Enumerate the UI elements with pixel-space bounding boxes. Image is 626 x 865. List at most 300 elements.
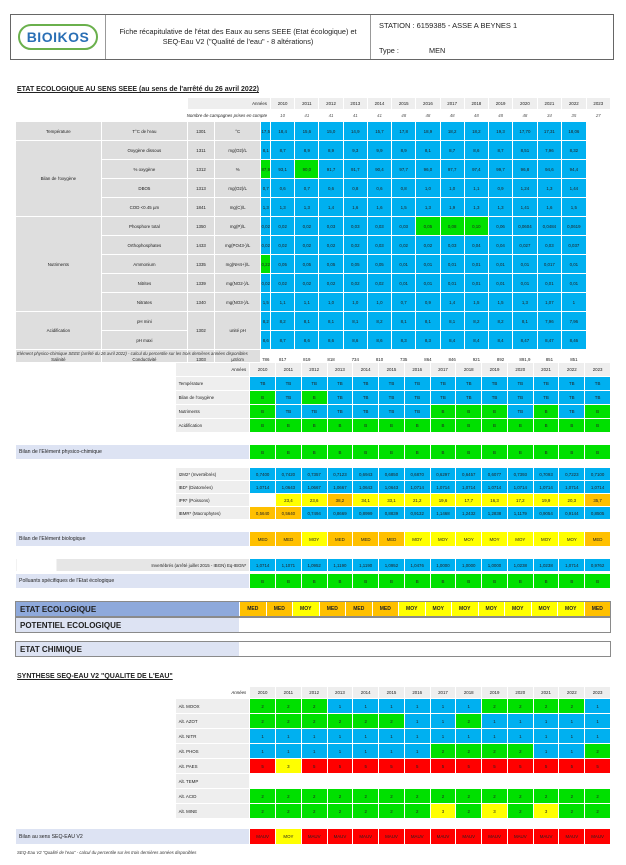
measure-cell: 8,46 — [562, 331, 586, 350]
year-header: 2016 — [416, 98, 440, 110]
measure-cell: 90,4 — [367, 160, 391, 179]
measure-cell: 18,2 — [464, 122, 488, 141]
measure-cell: 8,6 — [367, 331, 391, 350]
measure-cell: 0,03 — [367, 236, 391, 255]
bio-bilan-row: Bilan de l'Elément biologique MED MED MOY MED MED MED MOY MOY MOY MOY MOY MOY MOY MED — [16, 532, 611, 547]
type-value: MEN — [429, 46, 446, 55]
measure-cell: 0,8 — [392, 179, 416, 198]
measure-cell: 0,01 — [392, 255, 416, 274]
measure-cell: 8,1 — [513, 312, 537, 331]
summary-row: Température TB TB TB TB TB TB TB TB TB TB TB TB TB TB — [16, 377, 611, 391]
physico-chemical-table: Années 2010 2011 2012 2013 2014 2015 2016 2017 2018 2019 2020 2021 2022 2023 Nombre de campagnes prises en compte 10 41 41 41 41 48 48 48 48 48 48 34 35 27 Température T°C de l'eau 1301 °C 17,5 18,4 15,6 15,0 14,9 15,7 17,8 18,9 18,2 18,2 19,3 17,70 17,31 18,06 Bilan de l'oxygène Oxygène dissous 1311 mg(O2)/L 8,1 8,7 8,9 8,9 9,3 9,9 8,9 8,1 8,7 8,6 8,7 8,51 7,96 8,32 % oxygène 1312 % 87,9 93,1 90,0 91,7 91,7 90,4 97,7 96,0 97,7 97,4 99,7 96,8 94,6 94,4 DBO5 1313 mg(O2)/L 0,7 0,6 0,7 0,6 0,8 0,6 0,8 1,0 1,0 1,1 0,9 1,24 1,3 1,44 COD <0.45 µm 1841 mg(C)/L 1,3 1,3 1,3 1,4 1,6 1,6 1,5 1,3 1,9 1,3 1,3 1,41 1,6 1,5 Nutriments Phosphore total 1350 mg(P)/L 0,02 0,02 0,02 0,03 0,03 0,03 0,03 0,05 0,08 0,10 0,06 0,0604 0,0484 0,0619 Orthophosphates 1433 mg(PO43-)/L 0,02 0,02 0,02 0,02 0,02 0,03 0,02 0,02 0,03 0,04 0,04 0,027 0,03 0,037 Ammonium 1335 mg(NH4+)/L 0,22 0,05 0,05 0,05 0,05 0,05 0,01 0,01 0,01 0,01 0,01 0,01 0,017 0,01 Nitrites 1339 mg(NO2-)/L 0,02 0,02 0,02 0,02 0,02 0,02 0,01 0,01 0,01 0,01 0,01 0,01 0,01 0,01 Nitrates 1340 mg(NO3-)/L 1,5 1,1 1,1 1,0 1,0 1,0 0,7 0,9 1,4 1,5 1,5 1,3 1,07 1 Acidification pH mini 1302 unité pH 8,2 8,2 8,1 8,1 8,1 8,2 8,1 8,1 8,1 8,2 8,2 8,1 7,96 7,96 pH maxi 8,6 8,7 8,6 8,6 8,6 8,6 8,3 8,3 8,4 8,4 8,4 8,47 8,47 8,46 Salinité Conductivité 1303 µS/cm 786 817 819 818 734 810 735 864 846 921 892 891,9 851 851 — [15, 97, 611, 369]
measure-cell: 0,03 — [537, 236, 561, 255]
measure-cell: 0,02 — [261, 274, 271, 293]
physico-row: Salinité Conductivité 1303 µS/cm 786 817 819 818 734 810 735 864 846 921 892 891,9 851 851 — [16, 350, 611, 369]
measure-cell: 0,02 — [343, 236, 367, 255]
measure-cell: 91,7 — [343, 160, 367, 179]
measure-cell: 0,02 — [416, 236, 440, 255]
measure-cell: 0,6 — [367, 179, 391, 198]
measure-cell: 817 — [271, 350, 295, 369]
measure-cell: 8,7 — [271, 331, 295, 350]
measure-cell: 7,96 — [537, 141, 561, 160]
measure-cell: 9,9 — [367, 141, 391, 160]
etat-chimique-label: ETAT CHIMIQUE — [16, 642, 239, 656]
measure-cell: 1,5 — [562, 198, 586, 217]
measure-cell: 851 — [537, 350, 561, 369]
measure-cell: 97,4 — [464, 160, 488, 179]
measure-cell: 0,02 — [295, 236, 319, 255]
campaign-count: 27 — [586, 110, 610, 122]
measure-cell: 1,6 — [537, 198, 561, 217]
measure-cell: 8,4 — [488, 331, 512, 350]
summary-row: Nutriments B TB TB TB TB TB TB B B B TB B TB B — [16, 405, 611, 419]
bio-row: IBD* (Diatomées) 1,0714 1,0643 1,0667 1,0667 1,0643 1,0643 1,0714 1,0714 1,0714 1,0714 1,0714 1,0714 1,0714 1,0714 — [16, 481, 611, 494]
physico-row: Nitrites 1339 mg(NO2-)/L 0,02 0,02 0,02 0,02 0,02 0,02 0,01 0,01 0,01 0,01 0,01 0,01 0,01 0,01 — [16, 274, 611, 293]
seq-row: Alt. MOOX 2 2 2 1 1 1 1 1 1 2 2 2 2 1 — [16, 699, 611, 714]
measure-cell: 1,6 — [367, 198, 391, 217]
report-title: Fiche récapitulative de l'état des Eaux au sens SEEE (Etat écologique) et SEQ-Eau V2 ("Qualité de l'eau" - 8 altérations) — [106, 15, 371, 59]
measure-cell: 0,03 — [319, 217, 343, 236]
group-label: Salinité — [16, 350, 102, 369]
param-label: Orthophosphates — [101, 236, 187, 255]
measure-cell: 8,3 — [392, 331, 416, 350]
measure-cell: 0,7 — [295, 179, 319, 198]
etat-cell: MOY — [425, 602, 452, 616]
measure-cell: 0,06 — [488, 217, 512, 236]
measure-cell: 0,05 — [319, 255, 343, 274]
measure-cell: 0,05 — [367, 255, 391, 274]
measure-cell: 96,8 — [513, 160, 537, 179]
measure-cell: 8,1 — [392, 312, 416, 331]
measure-cell: 1,5 — [488, 293, 512, 312]
year-header: 2015 — [392, 98, 416, 110]
measure-cell: 15,7 — [367, 122, 391, 141]
measure-cell: 0,0619 — [562, 217, 586, 236]
measure-cell: 0,02 — [261, 236, 271, 255]
campaign-count: 35 — [562, 110, 586, 122]
etat-cell: MED — [239, 602, 266, 616]
bio-row: IBMR* (Macrophytes) 0,5640 0,5640 0,7494 0,8669 0,8999 0,8839 0,9132 1,1468 1,2432 1,2838 1,1179 0,9054 0,9144 0,8505 — [16, 507, 611, 520]
measure-cell: 0,05 — [271, 255, 295, 274]
physico-row: DBO5 1313 mg(O2)/L 0,7 0,6 0,7 0,6 0,8 0,6 0,8 1,0 1,0 1,1 0,9 1,24 1,3 1,44 — [16, 179, 611, 198]
measure-cell: 17,5 — [261, 122, 271, 141]
year-header: 2010 — [271, 98, 295, 110]
seq-row: Alt. PAES 5 3 5 5 5 5 5 5 5 5 5 5 5 5 — [16, 759, 611, 774]
measure-cell: 0,9 — [488, 179, 512, 198]
station-info — [371, 15, 613, 59]
measure-cell: 94,4 — [562, 160, 586, 179]
measure-cell: 1,0 — [319, 293, 343, 312]
measure-cell: 0,02 — [271, 217, 295, 236]
year-header: 2013 — [343, 98, 367, 110]
measure-cell: 8,2 — [261, 312, 271, 331]
param-label: Nitrites — [101, 274, 187, 293]
measure-cell: 9,3 — [343, 141, 367, 160]
measure-cell: 8,1 — [416, 312, 440, 331]
measure-cell: 8,2 — [271, 312, 295, 331]
polluants-table — [15, 573, 611, 589]
measure-cell: 8,32 — [562, 141, 586, 160]
param-label: Nitrates — [101, 293, 187, 312]
measure-cell: 19,3 — [488, 122, 512, 141]
measure-cell: 0,01 — [488, 255, 512, 274]
measure-cell: 8,47 — [513, 331, 537, 350]
seq-eau-table: Années 2010 2011 2012 2013 2014 2015 2016 2017 2018 2019 2020 2021 2022 2023 Alt. MOOX 2 2 2 1 1 1 1 1 1 2 2 2 2 1 Alt. AZOT 2 2 2 2 2 2 1 1 2 1 1 1 1 1 Alt. NITR 1 1 1 1 1 1 1 1 1 1 1 1 1 1 Alt. PHOS 1 1 1 1 1 1 1 2 2 2 2 1 1 2 Alt. PAES 5 3 5 5 5 5 5 5 5 5 5 5 5 5 Alt. TEMP Alt. ACID 2 2 2 2 2 2 2 2 2 2 2 2 2 2 Alt. MINE 2 2 2 2 2 2 2 3 2 3 2 3 2 2 — [15, 686, 611, 819]
group-label: Température — [16, 122, 102, 141]
measure-cell: 0,9 — [416, 293, 440, 312]
measure-cell: 8,9 — [295, 141, 319, 160]
measure-cell: 0,03 — [440, 236, 464, 255]
measure-cell: 735 — [392, 350, 416, 369]
measure-cell: 0,01 — [562, 255, 586, 274]
campaign-count: 48 — [392, 110, 416, 122]
etat-cell: MED — [372, 602, 399, 616]
physico-row: Nutriments Phosphore total 1350 mg(P)/L 0,02 0,02 0,02 0,03 0,03 0,03 0,03 0,05 0,08 0,10 0,06 0,0604 0,0484 0,0619 — [16, 217, 611, 236]
measure-cell: 8,1 — [261, 141, 271, 160]
measure-cell: 1,1 — [464, 179, 488, 198]
year-header: 2017 — [440, 98, 464, 110]
measure-cell: 921 — [464, 350, 488, 369]
measure-cell: 99,7 — [488, 160, 512, 179]
measure-cell: 1,1 — [295, 293, 319, 312]
measure-cell: 91,7 — [319, 160, 343, 179]
seq-row: Alt. AZOT 2 2 2 2 2 2 1 1 2 1 1 1 1 1 — [16, 714, 611, 729]
measure-cell: 0,10 — [464, 217, 488, 236]
measure-cell: 8,1 — [416, 141, 440, 160]
measure-cell: 1,3 — [416, 198, 440, 217]
measure-cell: 15,0 — [319, 122, 343, 141]
measure-cell: 96,0 — [416, 160, 440, 179]
campaign-count: 48 — [488, 110, 512, 122]
measure-cell: 0,02 — [295, 217, 319, 236]
measure-cell: 0,6 — [319, 179, 343, 198]
measure-cell: 0,01 — [513, 274, 537, 293]
campaign-count: 48 — [440, 110, 464, 122]
measure-cell: 8,51 — [513, 141, 537, 160]
param-label: COD <0.45 µm — [101, 198, 187, 217]
etat-ecologique-label: ETAT ECOLOGIQUE — [16, 602, 239, 616]
measure-cell: 1 — [562, 293, 586, 312]
measure-cell: 17,31 — [537, 122, 561, 141]
biological-table — [15, 467, 611, 572]
summary-row: Acidification B B B B B B B B B B B B B B — [16, 419, 611, 433]
etat-cell: MOY — [292, 602, 319, 616]
measure-cell: 8,7 — [271, 141, 295, 160]
measure-cell: 0,04 — [464, 236, 488, 255]
measure-cell: 1,4 — [319, 198, 343, 217]
measure-cell: 818 — [319, 350, 343, 369]
measure-cell: 0,05 — [295, 255, 319, 274]
measure-cell: 1,44 — [562, 179, 586, 198]
measure-cell: 0,02 — [319, 236, 343, 255]
measure-cell: 0,02 — [343, 274, 367, 293]
measure-cell: 17,70 — [513, 122, 537, 141]
measure-cell: 0,01 — [488, 274, 512, 293]
measure-cell: 1,5 — [261, 293, 271, 312]
measure-cell: 0,01 — [537, 274, 561, 293]
polluants-row: Polluants spécifiques de l'Etat écologique B B B B B B B B B B B B B B — [16, 574, 611, 589]
measure-cell: 18,2 — [440, 122, 464, 141]
measure-cell: 8,7 — [488, 141, 512, 160]
etat-ecologique-row — [15, 601, 611, 617]
measure-cell: 0,02 — [367, 274, 391, 293]
measure-cell: 8,6 — [319, 331, 343, 350]
physico-row: Acidification pH mini 1302 unité pH 8,2 8,2 8,1 8,1 8,1 8,2 8,1 8,1 8,1 8,2 8,2 8,1 7,96 7,96 — [16, 312, 611, 331]
measure-cell: 0,01 — [513, 255, 537, 274]
measure-cell: 851 — [562, 350, 586, 369]
etat-cell: MOY — [478, 602, 505, 616]
measure-cell: 7,96 — [537, 312, 561, 331]
physico-row — [16, 331, 611, 350]
group-label: Bilan de l'oxygène — [16, 141, 102, 217]
measure-cell: 1,9 — [440, 198, 464, 217]
report-header — [10, 14, 614, 60]
measure-cell: 1,3 — [464, 198, 488, 217]
measure-cell: 87,9 — [261, 160, 271, 179]
year-header: 2014 — [367, 98, 391, 110]
measure-cell: 8,3 — [416, 331, 440, 350]
bio-row: I2M2* (Invertébrés) 0,7400 0,7420 0,7357 0,7123 0,6943 0,6850 0,6870 0,6297 0,6457 0,6077 0,7393 0,7093 0,7223 0,7100 — [16, 468, 611, 481]
measure-cell: 1,3 — [537, 179, 561, 198]
measure-cell: 0,05 — [416, 217, 440, 236]
station-label: STATION : 6159385 - ASSE A BEYNES 1 — [379, 21, 518, 30]
measure-cell: 864 — [416, 350, 440, 369]
measure-cell: 0,01 — [562, 274, 586, 293]
measure-cell: 0,02 — [295, 274, 319, 293]
param-label: % oxygène — [101, 160, 187, 179]
physico-summary-table: Années 2010 2011 2012 2013 2014 2015 2016 2017 2018 2019 2020 2021 2022 2023 Température TB TB TB TB TB TB TB TB TB TB TB TB TB TB Bilan de l'oxygène B TB B TB TB TB TB TB TB TB TB TB TB TB Nutriments B TB TB TB TB TB TB B B B TB B TB B Acidification B B B B B B B B B B B B B B Bilan de l'Elément physico-chimique B B B B B B B B B B B B B B — [15, 362, 611, 460]
measure-cell: 0,03 — [367, 217, 391, 236]
measure-cell: 786 — [261, 350, 271, 369]
measure-cell: 0,037 — [562, 236, 586, 255]
potentiel-ecologique-label: POTENTIEL ECOLOGIQUE — [16, 618, 239, 632]
param-label: T°C de l'eau — [101, 122, 187, 141]
measure-cell: 819 — [295, 350, 319, 369]
measure-cell: 8,1 — [295, 312, 319, 331]
param-label: DBO5 — [101, 179, 187, 198]
measure-cell: 18,06 — [562, 122, 586, 141]
measure-cell: 892 — [488, 350, 512, 369]
measure-cell: 8,9 — [392, 141, 416, 160]
measure-cell: 0,01 — [464, 255, 488, 274]
year-header: 2021 — [537, 98, 561, 110]
measure-cell: 18,4 — [271, 122, 295, 141]
etat-cell: MED — [266, 602, 293, 616]
measure-cell: 810 — [367, 350, 391, 369]
measure-cell: 1,1 — [271, 293, 295, 312]
measure-cell: 7,96 — [562, 312, 586, 331]
etat-cell: MED — [584, 602, 611, 616]
etat-cell: MOY — [531, 602, 558, 616]
type-label: Type : — [379, 46, 399, 55]
physico-note: Elément physico-chimique SEEE (arrêté du 26 avril 2022) - calcul du percentile sur les trois dernières années disponibles — [17, 351, 248, 356]
measure-cell: 8,6 — [464, 141, 488, 160]
campaign-count: 41 — [319, 110, 343, 122]
measure-cell: 1,4 — [440, 293, 464, 312]
campaign-count: 48 — [416, 110, 440, 122]
param-label: Phosphore total — [101, 217, 187, 236]
measure-cell: 0,04 — [488, 236, 512, 255]
param-label: Oxygène dissous — [101, 141, 187, 160]
measure-cell: 93,1 — [271, 160, 295, 179]
year-header: 2018 — [464, 98, 488, 110]
year-header: 2023 — [586, 98, 610, 110]
measure-cell: 1,3 — [513, 293, 537, 312]
physico-row: COD <0.45 µm 1841 mg(C)/L 1,3 1,3 1,3 1,4 1,6 1,6 1,5 1,3 1,9 1,3 1,3 1,41 1,6 1,5 — [16, 198, 611, 217]
measure-cell: 1,6 — [343, 198, 367, 217]
measure-cell: 8,4 — [440, 331, 464, 350]
measure-cell: 8,9 — [319, 141, 343, 160]
measure-cell: 8,6 — [343, 331, 367, 350]
measure-cell: 8,2 — [367, 312, 391, 331]
physico-row: Ammonium 1335 mg(NH4+)/L 0,22 0,05 0,05 0,05 0,05 0,05 0,01 0,01 0,01 0,01 0,01 0,01 0,017 0,01 — [16, 255, 611, 274]
measure-cell: 0,0484 — [537, 217, 561, 236]
measure-cell: 8,47 — [537, 331, 561, 350]
year-header: 2019 — [488, 98, 512, 110]
measure-cell: 97,7 — [440, 160, 464, 179]
seq-note: SEQ-Eau V2 "Qualité de l'eau" - calcul du percentile sur les trois dernières années disponibles — [17, 850, 197, 855]
measure-cell: 1,5 — [464, 293, 488, 312]
physico-row: Orthophosphates 1433 mg(PO43-)/L 0,02 0,02 0,02 0,02 0,02 0,03 0,02 0,02 0,03 0,04 0,04 0,027 0,03 0,037 — [16, 236, 611, 255]
section-title-seq: SYNTHESE SEQ-EAU V2 "QUALITE DE L'EAU" — [17, 673, 173, 680]
measure-cell: 0,01 — [440, 274, 464, 293]
measure-cell: 1,5 — [392, 198, 416, 217]
physico-row: Bilan de l'oxygène Oxygène dissous 1311 mg(O2)/L 8,1 8,7 8,9 8,9 9,3 9,9 8,9 8,1 8,7 8,6 8,7 8,51 7,96 8,32 — [16, 141, 611, 160]
measure-cell: 1,0 — [416, 179, 440, 198]
measure-cell: 97,7 — [392, 160, 416, 179]
year-header: 2011 — [295, 98, 319, 110]
seq-row: Alt. MINE 2 2 2 2 2 2 2 3 2 3 2 3 2 2 — [16, 804, 611, 819]
year-header: 2012 — [319, 98, 343, 110]
seq-row: Alt. ACID 2 2 2 2 2 2 2 2 2 2 2 2 2 2 — [16, 789, 611, 804]
group-label: Acidification — [16, 312, 102, 350]
bio-row: IPR* (Poissons) 23,4 23,6 38,2 34,1 33,1 21,2 19,6 17,7 16,3 17,2 19,9 20,3 35,7 — [16, 494, 611, 507]
summary-row: Bilan de l'oxygène B TB B TB TB TB TB TB TB TB TB TB TB TB — [16, 391, 611, 405]
physico-row: % oxygène 1312 % 87,9 93,1 90,0 91,7 91,7 90,4 97,7 96,0 97,7 97,4 99,7 96,8 94,6 94,4 — [16, 160, 611, 179]
year-header: 2020 — [513, 98, 537, 110]
seq-row: Alt. NITR 1 1 1 1 1 1 1 1 1 1 1 1 1 1 — [16, 729, 611, 744]
measure-cell: 0,7 — [392, 293, 416, 312]
campaign-count: 10 — [271, 110, 295, 122]
measure-cell: 8,2 — [488, 312, 512, 331]
etat-cell: MOY — [451, 602, 478, 616]
invertebres-row: Invertébrés (arrêté juillet 2015 - IBGN) Eq-IBGN* 1,0714 1,1071 1,0952 1,1190 1,1190 1,0952 1,0476 1,0000 1,0000 1,0000 1,0238 1,0238 1,0714 0,9762 — [16, 559, 611, 572]
measure-cell: 1,3 — [488, 198, 512, 217]
measure-cell: 8,1 — [343, 312, 367, 331]
campaign-count: 34 — [537, 110, 561, 122]
measure-cell: 0,02 — [271, 274, 295, 293]
measure-cell: 0,08 — [440, 217, 464, 236]
measure-cell: 1,3 — [271, 198, 295, 217]
measure-cell: 0,02 — [319, 274, 343, 293]
measure-cell: 0,01 — [416, 255, 440, 274]
measure-cell: 14,9 — [343, 122, 367, 141]
measure-cell: 1,0 — [440, 179, 464, 198]
measure-cell: 0,7 — [261, 179, 271, 198]
measure-cell: 8,6 — [261, 331, 271, 350]
physico-row: Température T°C de l'eau 1301 °C 17,5 18,4 15,6 15,0 14,9 15,7 17,8 18,9 18,2 18,2 19,3 17,70 17,31 18,06 — [16, 122, 611, 141]
param-label: Conductivité — [101, 350, 187, 369]
physico-bilan-row: Bilan de l'Elément physico-chimique B B B B B B B B B B B B B B — [16, 445, 611, 460]
seq-bilan-row: Bilan au sens SEQ-EAU V2 MAUV MOY MAUV MAUV MAUV MAUV MAUV MAUV MAUV MAUV MAUV MAUV MAUV MAUV — [16, 829, 611, 845]
measure-cell: 0,8 — [343, 179, 367, 198]
seq-bilan-table — [15, 828, 611, 845]
campaign-count: 48 — [464, 110, 488, 122]
measure-cell: 1,3 — [261, 198, 271, 217]
measure-cell: 0,01 — [392, 274, 416, 293]
campaign-count: 41 — [295, 110, 319, 122]
measure-cell: 1,0 — [367, 293, 391, 312]
campaign-count: 41 — [343, 110, 367, 122]
etat-chimique-row — [15, 641, 611, 657]
measure-cell: 0,01 — [440, 255, 464, 274]
year-header: 2022 — [562, 98, 586, 110]
measure-cell: 1,41 — [513, 198, 537, 217]
measure-cell: 8,4 — [464, 331, 488, 350]
measure-cell: 0,22 — [261, 255, 271, 274]
measure-cell: 1,24 — [513, 179, 537, 198]
measure-cell: 0,05 — [343, 255, 367, 274]
measure-cell: 0,01 — [416, 274, 440, 293]
potentiel-ecologique-row — [15, 617, 611, 633]
seq-row: Alt. TEMP — [16, 774, 611, 789]
measure-cell: 846 — [440, 350, 464, 369]
measure-cell: 94,6 — [537, 160, 561, 179]
measure-cell: 0,017 — [537, 255, 561, 274]
param-label: Ammonium — [101, 255, 187, 274]
measure-cell: 17,8 — [392, 122, 416, 141]
etat-cell: MED — [319, 602, 346, 616]
etat-cell: MOY — [557, 602, 584, 616]
etat-cell: MOY — [504, 602, 531, 616]
group-label: Nutriments — [16, 217, 102, 312]
measure-cell: 15,6 — [295, 122, 319, 141]
measure-cell: 0,01 — [464, 274, 488, 293]
seq-row: Alt. PHOS 1 1 1 1 1 1 1 2 2 2 2 1 1 2 — [16, 744, 611, 759]
measure-cell: 1,07 — [537, 293, 561, 312]
physico-row: Nitrates 1340 mg(NO3-)/L 1,5 1,1 1,1 1,0 1,0 1,0 0,7 0,9 1,4 1,5 1,5 1,3 1,07 1 — [16, 293, 611, 312]
measure-cell: 8,6 — [295, 331, 319, 350]
measure-cell: 8,1 — [440, 312, 464, 331]
measure-cell: 8,2 — [464, 312, 488, 331]
param-label: pH maxi — [101, 331, 187, 350]
measure-cell: 8,1 — [319, 312, 343, 331]
measure-cell: 0,03 — [392, 217, 416, 236]
measure-cell: 891,9 — [513, 350, 537, 369]
measure-cell: 0,03 — [343, 217, 367, 236]
measure-cell: 0,027 — [513, 236, 537, 255]
measure-cell: 0,02 — [261, 217, 271, 236]
etat-cell: MED — [345, 602, 372, 616]
measure-cell: 8,7 — [440, 141, 464, 160]
measure-cell: 0,02 — [392, 236, 416, 255]
campaign-count: 41 — [367, 110, 391, 122]
measure-cell: 1,0 — [343, 293, 367, 312]
measure-cell: 0,6 — [271, 179, 295, 198]
param-label: pH mini — [101, 312, 187, 331]
campaign-count: 48 — [513, 110, 537, 122]
measure-cell: 1,3 — [295, 198, 319, 217]
etat-cell: MOY — [398, 602, 425, 616]
company-logo: BIOIKOS — [11, 15, 106, 59]
measure-cell: 0,0604 — [513, 217, 537, 236]
section-title-ecologique: ETAT ECOLOGIQUE AU SENS SEEE (au sens de l'arrêté du 26 avril 2022) — [17, 86, 259, 93]
measure-cell: 0,02 — [271, 236, 295, 255]
measure-cell: 734 — [343, 350, 367, 369]
etat-ecologique-values — [239, 602, 610, 616]
measure-cell: 18,9 — [416, 122, 440, 141]
measure-cell: 90,0 — [295, 160, 319, 179]
